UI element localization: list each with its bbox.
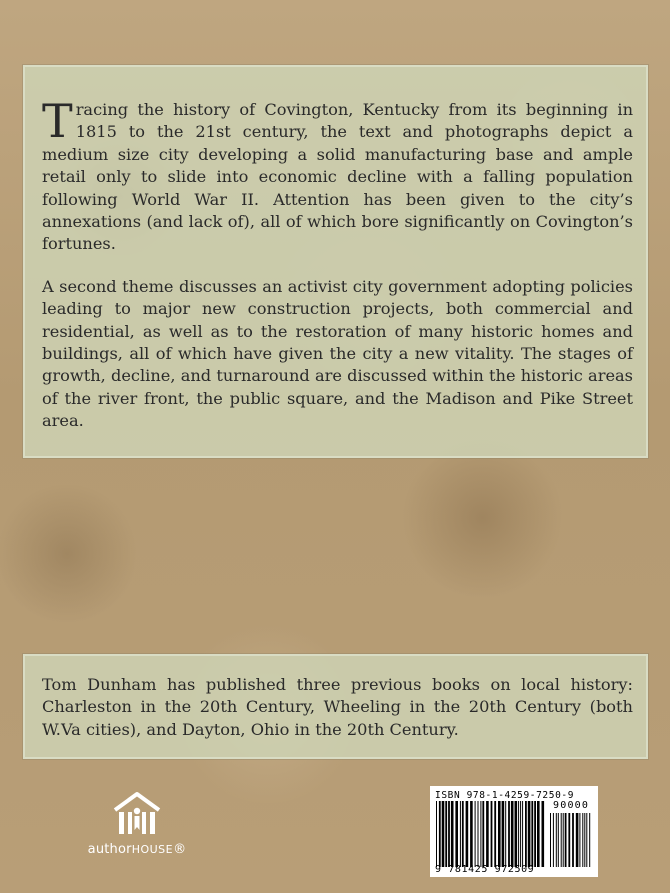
isbn-barcode [430,786,598,877]
publisher-name-part2: HOUSE [131,843,174,856]
summary-paragraph-1-text: racing the history of Covington, Kentucky from its beginning in 1815 to the 21st century, the text and photographs depict a medium size city developing a solid manufacturing base and ample retail only to slide into economic decline with a falling population following World War II. Attention has been given to the city’s annexations (and lack of), all of which bore significantly on Covington’s fortunes. [42,100,633,254]
barcode-bars-row [435,801,593,867]
author-bio-panel [23,654,648,759]
summary-paragraph-1 [42,94,633,256]
authorhouse-logo-icon [111,790,163,838]
ean-barcode-bars [435,801,545,867]
addon-barcode-bars [549,801,593,867]
author-bio-text: Tom Dunham has published three previous books on local history: Charleston in the 20th Century, Wheeling in the 20th Century (both W.Va cities), and Dayton, Ohio in the 20th Century. [42,675,633,739]
publisher-name [62,842,212,857]
summary-paragraph-2: A second theme discusses an activist city government adopting policies leading to major new construction projects, both commercial and residential, as well as to the restoration of many historic homes and buildings, all of which have given the city a new vitality. The stages of growth, decline, and turnaround are discussed within the historic areas of the river front, the public square, and the Madison and Pike Street area. [42,276,633,431]
summary-panel [23,65,648,458]
publisher-name-part1: author [87,842,132,857]
barcode-digits: 9 781425 972509 [435,864,535,875]
publisher-logo [62,790,212,870]
isbn-label: ISBN 978-1-4259-7250-9 [435,790,575,801]
barcode-addon-number: 90000 [553,800,590,811]
drop-cap: T [42,94,73,148]
registered-mark: ® [173,842,187,857]
